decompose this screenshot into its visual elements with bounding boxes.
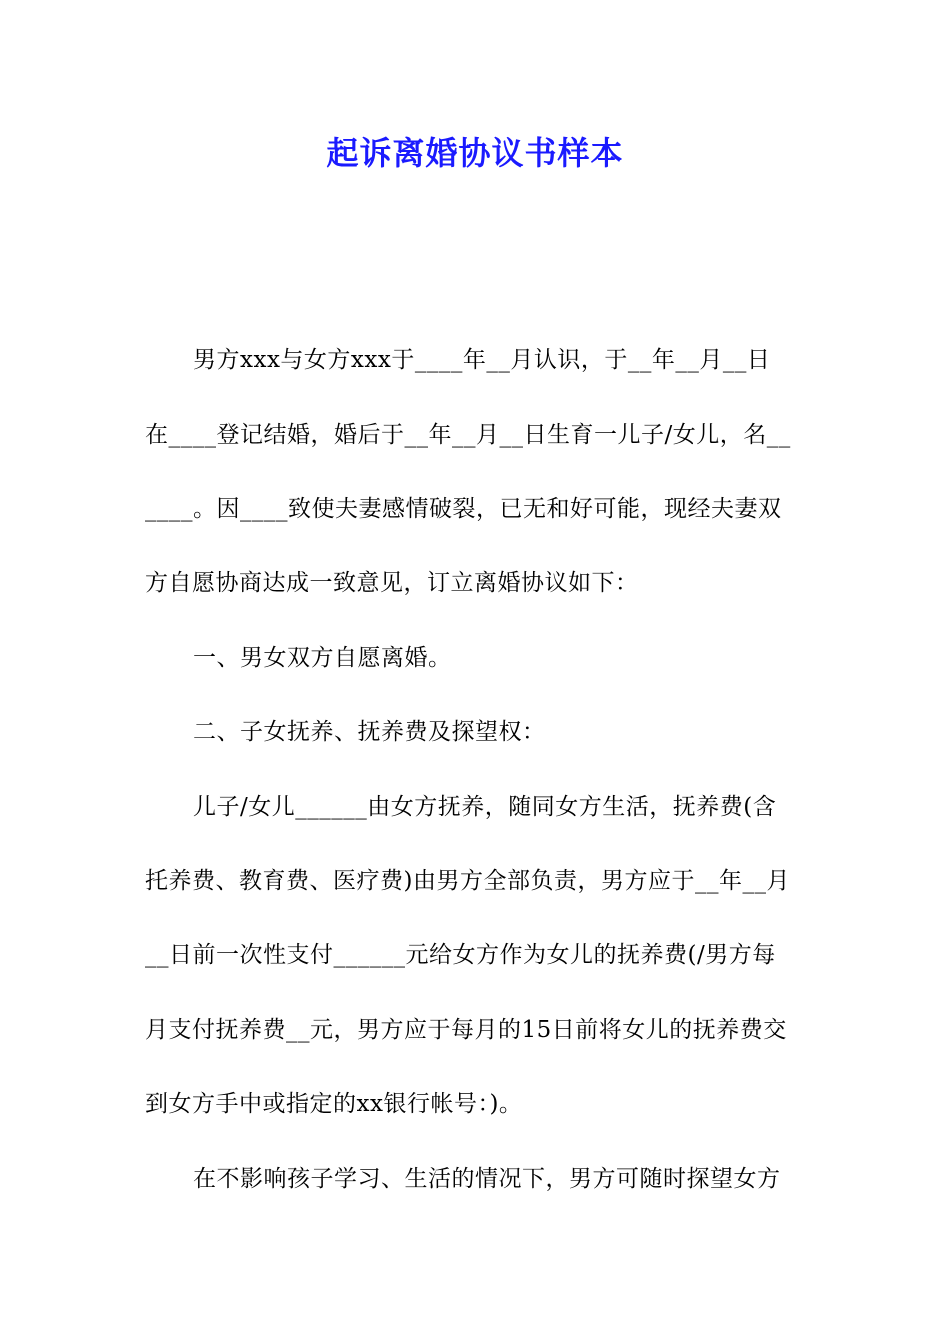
clause-2-heading: 二、子女抚养、抚养费及探望权： [193, 719, 546, 745]
paragraph-1-line-1: 男方xxx与女方xxx于____年__月认识，于__年__月__日 [193, 347, 771, 373]
paragraph-1-line-3: ____。因____致使夫妻感情破裂，已无和好可能，现经夫妻双 [145, 496, 782, 522]
paragraph-2-line-1: 儿子/女儿______由女方抚养，随同女方生活，抚养费(含 [193, 794, 777, 820]
paragraph-2-line-4: 月支付抚养费__元，男方应于每月的15日前将女儿的抚养费交 [145, 1017, 787, 1043]
clause-1: 一、男女双方自愿离婚。 [193, 645, 452, 671]
paragraph-2-line-2: 托养费、教育费、医疗费)由男方全部负责，男方应于__年__月 [145, 868, 790, 894]
paragraph-1-line-2: 在____登记结婚，婚后于__年__月__日生育一儿子/女儿，名__ [145, 422, 791, 448]
paragraph-1-line-4: 方自愿协商达成一致意见，订立离婚协议如下： [145, 570, 639, 596]
paragraph-2-line-5: 到女方手中或指定的xx银行帐号：)。 [145, 1091, 523, 1117]
paragraph-2-line-3: __日前一次性支付______元给女方作为女儿的抚养费(/男方每 [145, 942, 776, 968]
document-title: 起诉离婚协议书样本 [326, 134, 624, 172]
paragraph-3-line-1: 在不影响孩子学习、生活的情况下，男方可随时探望女方 [193, 1166, 781, 1192]
